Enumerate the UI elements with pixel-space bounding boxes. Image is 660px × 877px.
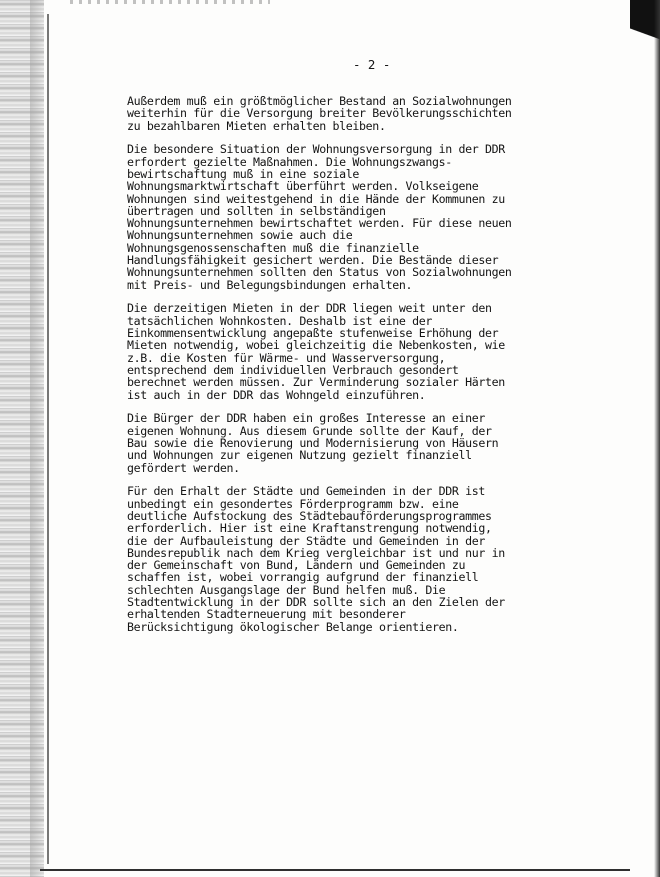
text-line: Wohnungsunternehmen sowie auch die (127, 228, 353, 243)
text-line: Einkommensentwicklung angepaßte stufenweise Erhöhung der (127, 326, 499, 341)
paragraph-housing-situation (127, 143, 557, 291)
text-line: die der Aufbauleistung der Städte und Gemeinden in der (127, 533, 486, 548)
paragraph-home-ownership (127, 412, 557, 473)
text-line: schlechten Ausgangslage der Bund helfen muß. Die (127, 582, 446, 597)
text-line: Bundesrepublik nach dem Krieg vergleichbar ist und nur in (127, 545, 505, 560)
text-line: entsprechend dem individuellen Verbrauch gesondert (127, 362, 459, 377)
paragraph-intro (127, 95, 557, 132)
text-line: Wohnungsunternehmen sollten den Status von Sozialwohnungen (127, 265, 512, 280)
scan-edge-bottom (40, 869, 630, 871)
paragraph-urban-renewal (127, 485, 557, 633)
body-text (127, 95, 557, 644)
text-line: Die derzeitigen Mieten in der DDR liegen weit unter den (127, 301, 492, 316)
scan-noise-top (70, 0, 270, 4)
text-line: z.B. die Kosten für Wärme- und Wasserversorgung, (127, 350, 446, 365)
text-line: und Wohnungen zur eigenen Nutzung gezielt finanziell (127, 448, 472, 463)
text-line: Wohnungsmarktwirtschaft überführt werden. Volkseigene (127, 179, 479, 194)
text-line: deutliche Aufstockung des Städtebauförderungsprogrammes (127, 508, 492, 523)
text-line: Wohnungen sind weitestgehend in die Hände der Kommunen zu (127, 191, 505, 206)
text-line: Mieten notwendig, wobei gleichzeitig die Nebenkosten, wie (127, 338, 505, 353)
text-line: ist auch in der DDR das Wohngeld einzuführen. (127, 387, 426, 402)
text-line: übertragen und sollten in selbständigen (127, 203, 386, 218)
text-line: bewirtschaftung muß in eine soziale (127, 166, 360, 181)
text-line: der Gemeinschaft von Bund, Ländern und Gemeinden zu (127, 558, 466, 573)
text-line: Die besondere Situation der Wohnungsversorgung in der DDR (127, 142, 505, 157)
text-line: schaffen ist, wobei vorrangig aufgrund der finanziell (127, 570, 479, 585)
text-line: berechnet werden müssen. Zur Verminderung sozialer Härten (127, 375, 505, 390)
margin-rule (47, 14, 49, 864)
scan-edge-shadow (30, 0, 44, 877)
text-line: erhaltenden Stadterneuerung mit besonderer (127, 607, 406, 622)
text-line: Bau sowie die Renovierung und Modernisierung von Häusern (127, 435, 499, 450)
text-line: Für den Erhalt der Städte und Gemeinden in der DDR ist (127, 484, 486, 499)
text-line: erfordert gezielte Maßnahmen. Die Wohnungszwangs- (127, 154, 452, 169)
text-line: mit Preis- und Belegungsbindungen erhalten. (127, 277, 413, 292)
text-line: erforderlich. Hier ist eine Kraftanstrengung notwendig, (127, 521, 492, 536)
page-number: - 2 - (353, 57, 391, 72)
paragraph-rents (127, 302, 557, 400)
text-line: gefördert werden. (127, 460, 240, 475)
text-line: Die Bürger der DDR haben ein großes Interesse an einer (127, 411, 486, 426)
text-line: Außerdem muß ein größtmöglicher Bestand an Sozialwohnungen (127, 94, 512, 108)
text-line: Wohnungsgenossenschaften muß die finanzielle (127, 240, 419, 255)
text-line: tatsächlichen Wohnkosten. Deshalb ist eine der (127, 313, 432, 328)
text-line: Stadtentwicklung in der DDR sollte sich an den Zielen der (127, 594, 505, 609)
text-line: zu bezahlbaren Mieten erhalten bleiben. (127, 118, 386, 133)
text-line: Berücksichtigung ökologischer Belange orientieren. (127, 619, 459, 634)
text-line: Handlungsfähigkeit gesichert werden. Die Bestände dieser (127, 253, 499, 268)
text-line: weiterhin für die Versorgung breiter Bevölkerungsschichten (127, 106, 512, 121)
scan-edge-right (654, 0, 660, 877)
text-line: eigenen Wohnung. Aus diesem Grunde sollte der Kauf, der (127, 423, 492, 438)
text-line: Wohnungsunternehmen bewirtschaftet werden. Für diese neuen (127, 216, 512, 231)
text-line: unbedingt ein gesondertes Förderprogramm bzw. eine (127, 496, 459, 511)
